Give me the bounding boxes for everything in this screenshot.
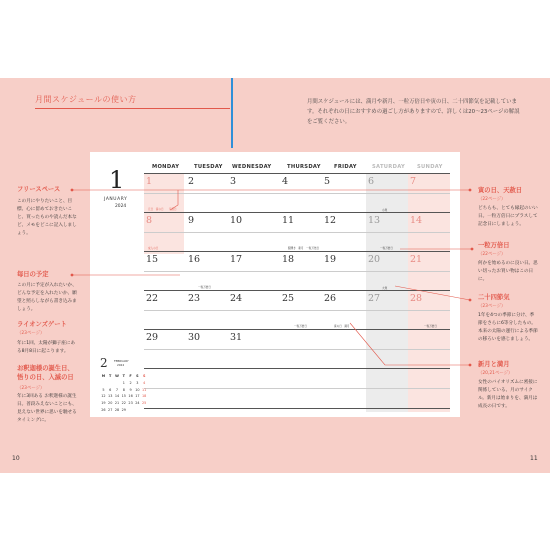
event-label: 一粒万倍日 — [294, 325, 307, 328]
event-label: 鏡開き 新月 一粒万倍日 — [288, 247, 320, 250]
header-tuesday: TUESDAY — [194, 164, 223, 170]
day-number: 25 — [282, 293, 295, 304]
month-name: JANUARY — [104, 197, 128, 202]
mini-day: 24 — [135, 401, 140, 406]
leader-dot — [469, 299, 472, 302]
annotation-tora-ref: （22ページ） — [478, 197, 506, 202]
mini-month-year: 2024 — [117, 363, 125, 367]
event-label: 成人の日 — [148, 247, 159, 250]
event-label: 大寒 — [382, 287, 388, 290]
mini-day: 11 — [142, 387, 147, 392]
event-label: 一粒万倍日 — [198, 286, 211, 289]
mini-day: 1 — [122, 380, 125, 385]
mini-day: 6 — [109, 387, 112, 392]
day-number: 16 — [188, 254, 201, 265]
mini-day: 7 — [115, 387, 119, 392]
day-number: 11 — [282, 215, 295, 226]
mini-day: 10 — [135, 387, 140, 392]
header-friday: FRIDAY — [334, 164, 357, 170]
intro-text: 月間スケジュールには、満月や新月、一粒万倍日や寅の日、二十四節気を記載しています。それぞれの日におすすめの過ごし方がありますので、詳しくは20〜23ページの解説をご覧ください。 — [307, 99, 520, 125]
event-label: 寅の日 満月 — [334, 325, 350, 328]
mini-day: 23 — [128, 401, 133, 406]
mini-day: 27 — [108, 407, 113, 412]
mini-weekday-header: M — [101, 374, 106, 378]
mini-day: 28 — [114, 407, 120, 412]
annotation-otanjo-title: お釈迦様の誕生日、悟りの日、入滅の日 — [17, 365, 74, 381]
mini-day: 14 — [114, 394, 120, 399]
mini-weekday-header: W — [115, 374, 119, 378]
leader-dot — [471, 248, 474, 251]
event-label: 元日 寅の日 天赦日 — [148, 208, 177, 211]
section-title: 月間スケジュールの使い方 — [35, 95, 137, 104]
mini-day: 20 — [108, 401, 113, 406]
leader-tora-day — [170, 190, 178, 210]
mini-day: 9 — [129, 387, 132, 392]
annotation-lions-gate-body: 年に1回、太陽が獅子座にある8月8日に起こります。 — [17, 341, 76, 354]
mini-weekday-header: F — [129, 374, 132, 378]
day-number: 14 — [410, 215, 423, 226]
day-number: 13 — [368, 215, 381, 226]
mini-weekday-header: T — [109, 374, 112, 378]
mini-day: 3 — [136, 380, 139, 385]
day-number: 28 — [410, 293, 423, 304]
leader-moon — [350, 323, 470, 365]
day-number: 7 — [410, 176, 417, 187]
day-number: 31 — [230, 332, 243, 343]
annotation-free-space-body: この月にやりたいこと、目標、心に留めておきたいこと、買ったものや読んだ本など、メモをどこに記入しましょう。 — [17, 199, 77, 236]
annotation-otanjo-body: 年に3回ある お釈迦様の誕生日。普段みえないことにも、見えない世界に思いを馳せるタイミングに。 — [17, 394, 77, 423]
mini-day: 2 — [129, 380, 132, 385]
day-number: 18 — [282, 254, 295, 265]
mini-day: 8 — [122, 387, 125, 392]
day-number: 6 — [368, 176, 375, 187]
annotation-moon-body: 女性のバイオリズムに密接に関係している、月のサイクル。新月は始まりを、満月は成長の日です。 — [478, 380, 538, 409]
leader-dot — [469, 189, 472, 192]
mini-day: 26 — [101, 407, 106, 412]
day-number: 9 — [188, 215, 195, 226]
day-number: 8 — [146, 215, 153, 226]
day-number: 21 — [410, 254, 423, 265]
day-number: 22 — [146, 293, 159, 304]
leader-dot — [71, 274, 74, 277]
annotation-daily-plan-body: この月に予定が入れたいか、どんな予定を入れたいか、願望と照らしながら書き込みましょう。 — [17, 283, 77, 312]
day-number: 26 — [324, 293, 337, 304]
month-number: 1 — [109, 166, 125, 194]
annotation-moon-ref: （20,21ページ） — [478, 371, 513, 376]
day-number: 12 — [324, 215, 337, 226]
day-number: 1 — [146, 176, 153, 187]
annotation-ichiryu-title: 一粒万倍日 — [478, 242, 510, 249]
mini-day: 21 — [114, 401, 120, 406]
mini-month-number: 2 — [100, 356, 108, 370]
month-year: 2024 — [115, 204, 127, 209]
event-label: 一粒万倍日 — [424, 325, 437, 328]
annotation-sekki-title: 二十四節気 — [478, 294, 510, 301]
day-number: 3 — [230, 176, 237, 187]
day-number: 15 — [146, 254, 159, 265]
mini-day: 25 — [142, 401, 147, 406]
annotation-daily-plan-title: 毎日の予定 — [17, 271, 49, 278]
mini-month-name: FEBRUARY — [114, 359, 129, 363]
annotation-ichiryu-body: 何かを始めるのに良い日。思い切ったお買い物はこの日に。 — [478, 261, 538, 282]
annotation-tora-title: 寅の日、天赦日 — [478, 187, 523, 194]
annotation-ichiryu-ref: （22ページ） — [478, 252, 506, 257]
annotation-lions-gate-title: ライオンズゲート — [17, 321, 67, 328]
day-number: 27 — [368, 293, 381, 304]
mini-day: 13 — [108, 394, 113, 399]
day-number: 2 — [188, 176, 195, 187]
annotation-tora-body: どちらも、とても縁起のいい日。一粒万倍日にプラスして記念日にしましょう。 — [478, 206, 538, 227]
page-number-left: 10 — [12, 455, 20, 462]
mini-day: 17 — [135, 394, 140, 399]
annotation-sekki-body: 1年を4つの季節に分け、季節をさらに6等分したもの。本来の太陽の運行による季節の移ろいを感じましょう。 — [478, 313, 538, 342]
event-label: 小寒 — [382, 209, 388, 212]
day-number: 4 — [282, 176, 289, 187]
header-wednesday: WEDNESDAY — [232, 164, 272, 170]
mini-day: 18 — [142, 394, 147, 399]
annotation-free-space-title: フリースペース — [17, 186, 61, 193]
annotation-sekki-ref: （23ページ） — [478, 304, 506, 309]
header-sunday: SUNDAY — [417, 164, 443, 170]
mini-day: 29 — [121, 407, 126, 412]
mini-day: 5 — [102, 387, 105, 392]
mini-day: 22 — [121, 401, 126, 406]
mini-weekday-header: S — [142, 374, 146, 378]
header-monday: MONDAY — [152, 164, 180, 170]
mini-day: 4 — [143, 380, 146, 385]
mini-weekday-header: T — [122, 374, 125, 378]
event-label: 一粒万倍日 — [380, 247, 393, 250]
page-number-right: 11 — [530, 455, 538, 462]
mini-day: 19 — [101, 401, 106, 406]
header-thursday: THURSDAY — [287, 164, 321, 170]
day-number: 20 — [368, 254, 381, 265]
day-number: 19 — [324, 254, 337, 265]
mini-weekday-header: S — [136, 374, 139, 378]
day-number: 23 — [188, 293, 201, 304]
mini-day: 15 — [121, 394, 126, 399]
leader-sekki — [395, 286, 470, 300]
day-number: 5 — [324, 176, 331, 187]
leader-dot — [71, 189, 74, 192]
day-number: 29 — [146, 332, 159, 343]
day-number: 24 — [230, 293, 243, 304]
header-saturday: SATURDAY — [372, 164, 406, 170]
annotation-otanjo-ref: （23ページ） — [17, 386, 45, 391]
mini-day: 16 — [128, 394, 133, 399]
annotation-lions-gate-ref: （23ページ） — [17, 331, 45, 336]
day-number: 30 — [188, 332, 201, 343]
mini-day: 12 — [101, 394, 106, 399]
day-number: 10 — [230, 215, 243, 226]
annotation-moon-title: 新月と満月 — [478, 361, 510, 368]
leader-dot — [469, 364, 472, 367]
day-number: 17 — [230, 254, 243, 265]
